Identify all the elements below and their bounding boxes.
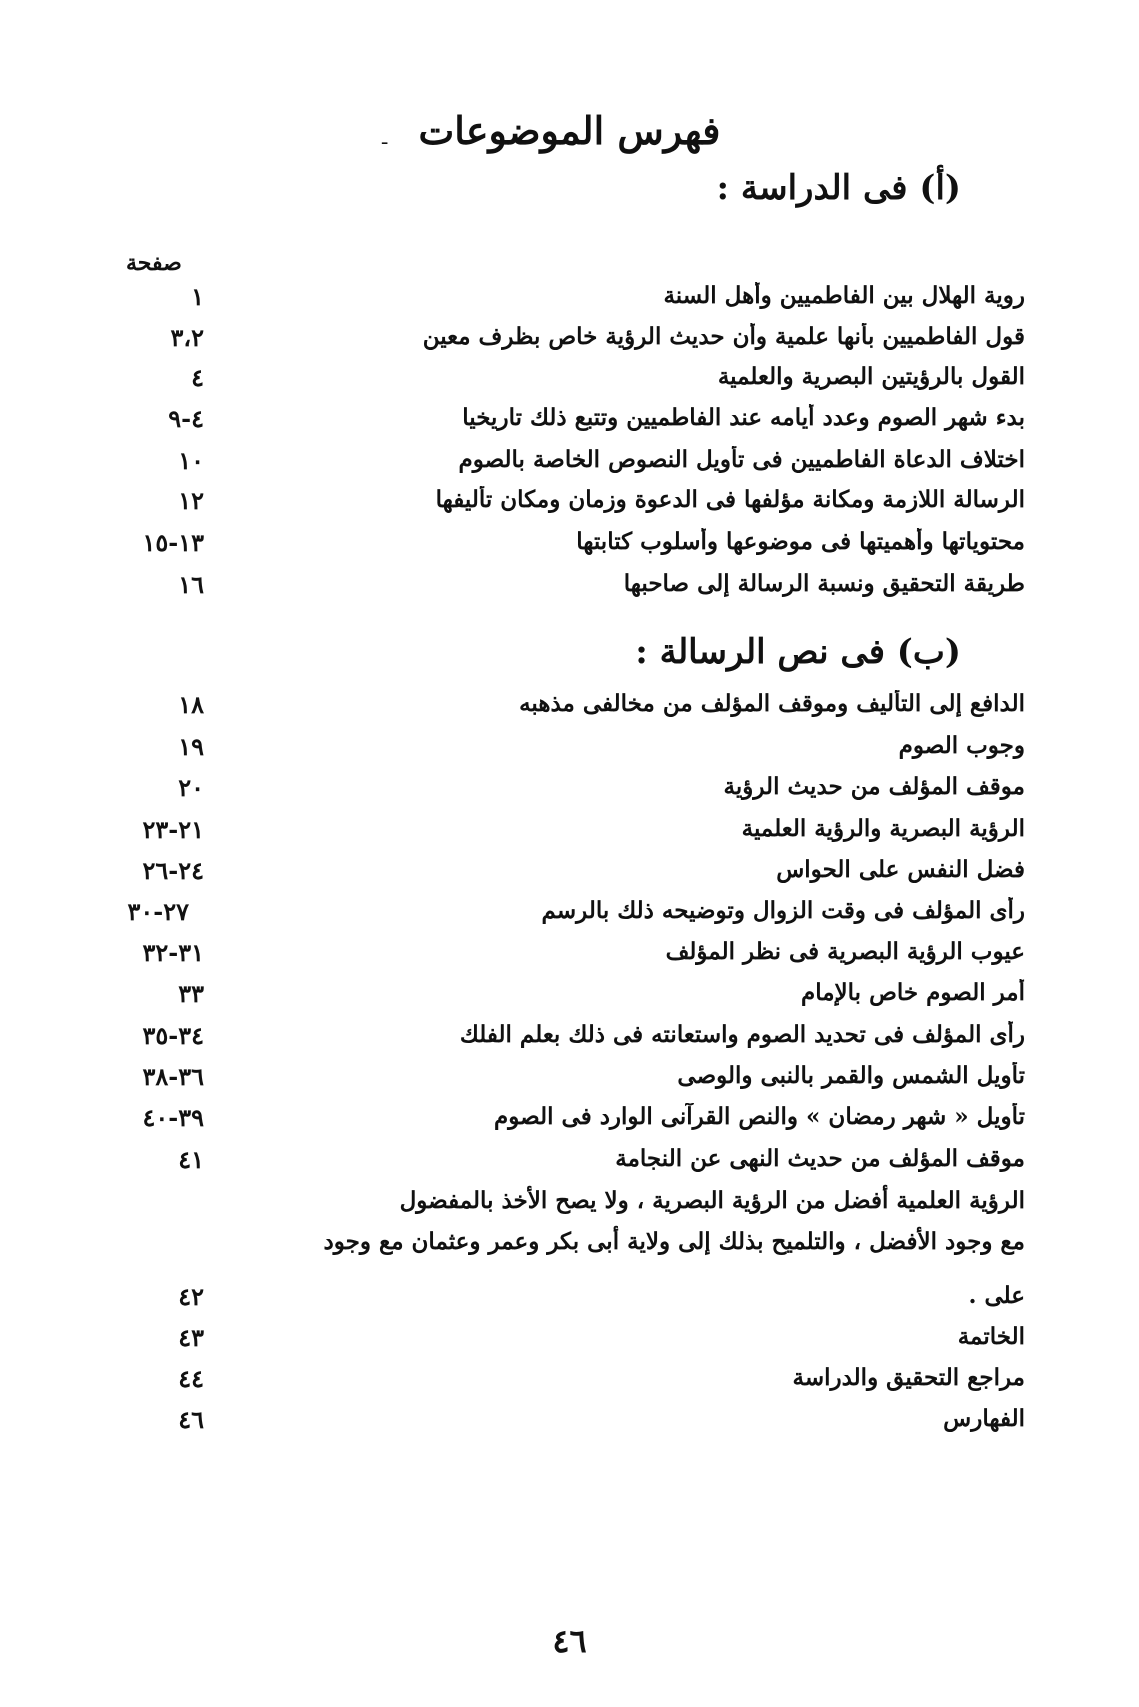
toc-entry: [0, 690, 1139, 730]
toc-entry-page: ٤٤: [178, 1364, 204, 1393]
toc-entry-label: وجوب الصوم: [898, 732, 1025, 759]
toc-entry: [0, 815, 1139, 855]
toc-entry-page: ٢٤-٢٦: [142, 856, 204, 885]
toc-entry: [0, 732, 1139, 772]
toc-entry: [0, 856, 1139, 896]
toc-entry: [0, 1062, 1139, 1102]
toc-entry-label: تأويل الشمس والقمر بالنبى والوصى: [677, 1062, 1025, 1089]
toc-entry-page: ٣٤-٣٥: [142, 1021, 204, 1050]
toc-entry-page: ١٦: [178, 570, 204, 599]
toc-entry-label: رأى المؤلف فى تحديد الصوم واستعانته فى ذلك بعلم الفلك: [459, 1021, 1025, 1048]
toc-entry: [0, 1405, 1139, 1445]
toc-entry: [0, 404, 1139, 444]
toc-entry: [0, 1282, 1139, 1322]
toc-entry-page: ١٩: [178, 732, 204, 761]
toc-entry: [0, 938, 1139, 978]
toc-entry-page: ٢١-٢٣: [142, 815, 204, 844]
toc-entry-page: ١٨: [178, 690, 204, 719]
toc-entry-page: ٤٦: [178, 1405, 204, 1434]
toc-entry: [0, 979, 1139, 1019]
toc-entry-label: عيوب الرؤية البصرية فى نظر المؤلف: [665, 938, 1025, 965]
toc-entry-page: ١٢: [178, 486, 204, 515]
toc-entry-label: الرؤية البصرية والرؤية العلمية: [741, 815, 1025, 842]
page-number: ٤٦: [552, 1622, 587, 1660]
toc-entry-page: ١٠: [178, 446, 204, 475]
toc-entry-page: ٢٧-٣٠: [127, 897, 189, 926]
toc-entry-label: الدافع إلى التأليف وموقف المؤلف من مخالفى مذهبه: [519, 690, 1025, 717]
page-column-label: صفحة: [126, 250, 182, 276]
toc-entry-label: قول الفاطميين بأنها علمية وأن حديث الرؤية خاص بظرف معين: [422, 323, 1025, 350]
title-mark: ـ: [382, 128, 388, 149]
toc-entry-label: القول بالرؤيتين البصرية والعلمية: [717, 363, 1025, 390]
toc-entry-page: ٤-٩: [168, 404, 204, 433]
toc-entry: [0, 570, 1139, 610]
toc-entry-page: ٤١: [178, 1145, 204, 1174]
toc-entry-page: ٣٩-٤٠: [142, 1103, 204, 1132]
toc-entry: [0, 528, 1139, 568]
toc-entry-label: روية الهلال بين الفاطميين وأهل السنة: [663, 282, 1025, 309]
toc-entry: [0, 1364, 1139, 1404]
toc-entry: [0, 363, 1139, 403]
toc-entry-page: ٣٣: [178, 979, 204, 1008]
long-entry-line-2: مع وجود الأفضل ، والتلميح بذلك إلى ولاية أبى بكر وعمر وعثمان مع وجود: [323, 1228, 1025, 1255]
toc-entry-label: الرسالة اللازمة ومكانة مؤلفها فى الدعوة وزمان ومكان تأليفها: [435, 486, 1025, 513]
toc-entry-label: الخاتمة: [957, 1323, 1025, 1350]
long-entry-line-3: على .: [968, 1282, 1025, 1309]
section-b-heading: (ب) فى نص الرسالة :: [635, 632, 961, 672]
toc-entry-label: اختلاف الدعاة الفاطميين فى تأويل النصوص الخاصة بالصوم: [458, 446, 1025, 473]
toc-entry-page: ٤: [191, 363, 204, 392]
toc-entry-label: موقف المؤلف من حديث النهى عن النجامة: [615, 1145, 1025, 1172]
toc-entry-page: ٤٢: [178, 1282, 204, 1311]
toc-entry: [0, 897, 1139, 937]
page-title: فهرس الموضوعات: [418, 108, 721, 153]
toc-entry-page: ٣٦-٣٨: [142, 1062, 204, 1091]
toc-entry: [0, 486, 1139, 526]
section-a-heading: (أ) فى الدراسة :: [716, 168, 961, 208]
toc-entry: [0, 282, 1139, 322]
toc-entry: [0, 773, 1139, 813]
toc-entry-label: محتوياتها وأهميتها فى موضوعها وأسلوب كتابتها: [576, 528, 1025, 555]
toc-entry: [0, 446, 1139, 486]
toc-entry-label: أمر الصوم خاص بالإمام: [800, 979, 1025, 1006]
toc-entry-label: مراجع التحقيق والدراسة: [792, 1364, 1025, 1391]
toc-entry: [0, 1103, 1139, 1143]
toc-entry: [0, 1021, 1139, 1061]
toc-entry-page: ٣١-٣٢: [142, 938, 204, 967]
toc-entry-label: تأويل « شهر رمضان » والنص القرآنى الوارد فى الصوم: [494, 1103, 1025, 1130]
toc-entry-label: طريقة التحقيق ونسبة الرسالة إلى صاحبها: [623, 570, 1025, 597]
long-entry-line-1: الرؤية العلمية أفضل من الرؤية البصرية ، ولا يصح الأخذ بالمفضول: [399, 1187, 1025, 1214]
toc-entry-label: فضل النفس على الحواس: [776, 856, 1025, 883]
toc-entry-label: موقف المؤلف من حديث الرؤية: [723, 773, 1025, 800]
toc-entry-page: ٢٠: [178, 773, 204, 802]
toc-entry-page: ٣،٢: [170, 323, 204, 352]
toc-entry-label: بدء شهر الصوم وعدد أيامه عند الفاطميين وتتبع ذلك تاريخيا: [462, 404, 1025, 431]
toc-entry-label: رأى المؤلف فى وقت الزوال وتوضيحه ذلك بالرسم: [541, 897, 1025, 924]
toc-entry: [0, 1145, 1139, 1185]
toc-entry: [0, 323, 1139, 363]
toc-entry: [0, 1323, 1139, 1363]
toc-entry-page: ١٣-١٥: [142, 528, 204, 557]
toc-entry-page: ٤٣: [178, 1323, 204, 1352]
toc-entry-page: ١: [191, 282, 204, 311]
toc-entry-label: الفهارس: [943, 1405, 1025, 1432]
